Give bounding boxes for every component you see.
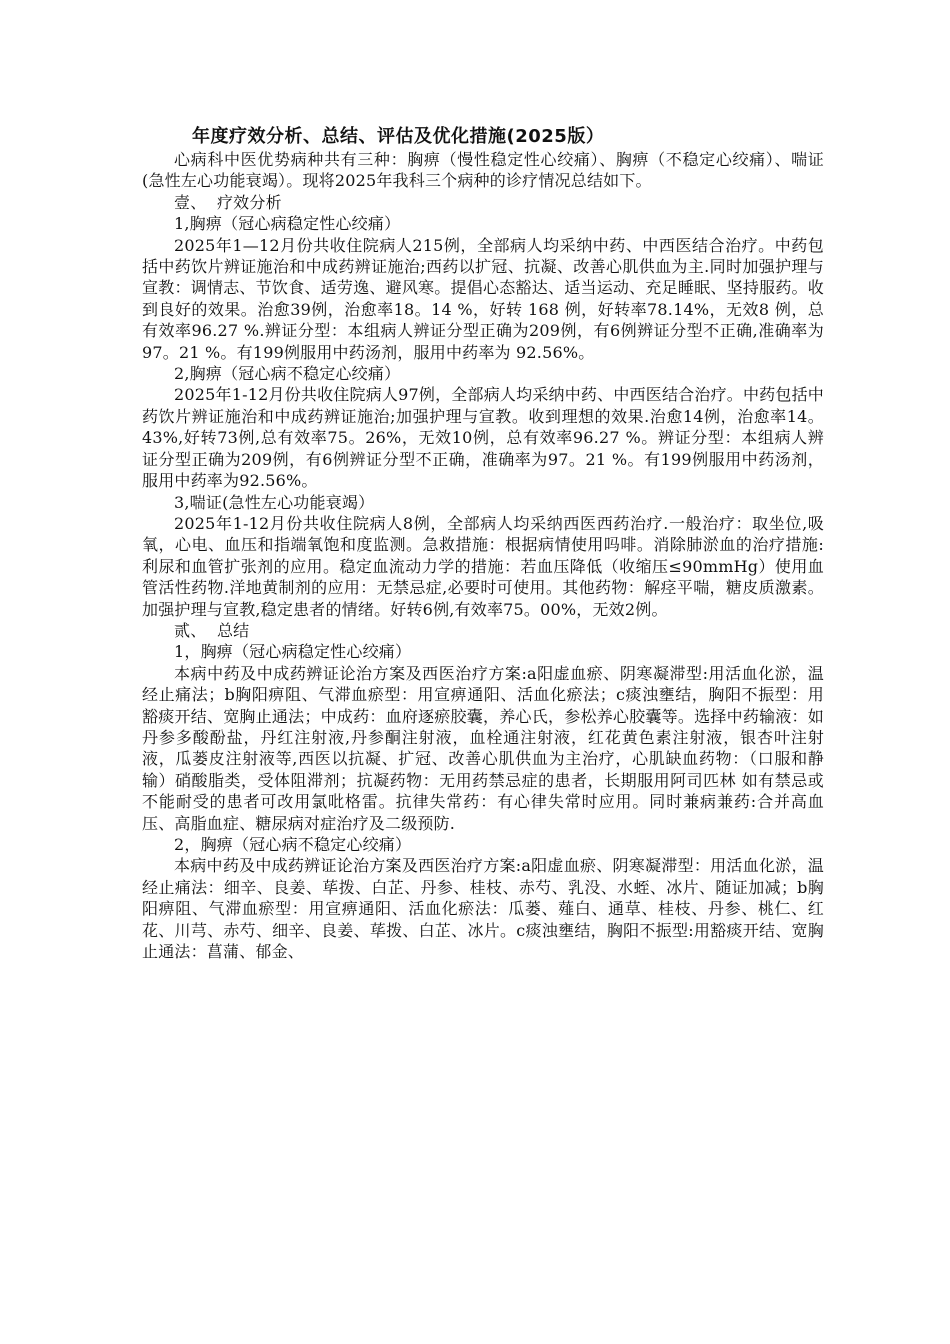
section1-heading: 壹、 疗效分析 [174,192,282,212]
section2-heading: 贰、 总结 [174,620,250,640]
section1-item1-heading: 1,胸痹（冠心病稳定性心绞痛） [174,214,401,234]
section1-item2-heading: 2,胸痹（冠心病不稳定心绞痛） [174,364,401,384]
document-title: 年度疗效分析、总结、评估及优化措施(2025版） [192,126,605,147]
section2-item2-paragraph: 本病中药及中成药辨证论治方案及西医治疗方案:a阳虚血瘀、阴寒凝滞型：用活血化淤，温经止痛法：细辛、良姜、荜拨、白芷、丹参、桂枝、赤芍、乳没、水蛭、冰片、随证加减；b胸阳痹阻、气滞血瘀型：用宣痹通阳、活血化瘀法：瓜蒌、薤白、通草、桂枝、丹参、桃仁、红花、川芎、赤芍、细辛、良姜、荜拨、白芷、冰片。c痰浊壅结，胸阳不振型:用豁痰开结、宽胸止通法：菖蒲、郁金、 [142,856,824,962]
section2-item1-paragraph: 本病中药及中成药辨证论治方案及西医治疗方案:a阳虚血瘀、阴寒凝滞型:用活血化淤，温经止痛法；b胸阳痹阻、气滞血瘀型：用宣痹通阳、活血化瘀法；c痰浊壅结，胸阳不振型：用豁痰开结、宽胸止通法；中成药：血府逐瘀胶囊，养心氏，参松养心胶囊等。选择中药输液：如丹参多酸酚盐，丹红注射液,丹参酮注射液，血栓通注射液，红花黄色素注射液，银杏叶注射液，瓜蒌皮注射液等,西医以抗凝、扩冠、改善心肌供血为主治疗，心肌缺血药物：（口服和静输）硝酸脂类，受体阻滞剂；抗凝药物：无用药禁忌症的患者，长期服用阿司匹林 如有禁忌或不能耐受的患者可改用氯吡格雷。抗律失常药：有心律失常时应用。同时兼病兼药:合并高血压、高脂血症、糖尿病对症治疗及二级预防. [142,663,824,833]
section1-item3-paragraph: 2025年1-12月份共收住院病人8例，全部病人均采纳西医西药治疗.一般治疗：取坐位,吸氧，心电、血压和指端氧饱和度监测。急救措施：根据病情使用吗啡。消除肺淤血的治疗措施:利尿和血管扩张剂的应用。稳定血流动力学的措施：若血压降低（收缩压≤90mmHg）使用血管活性药物.洋地黄制剂的应用：无禁忌症,必要时可使用。其他药物：解痉平喘，糖皮质激素。加强护理与宣教,稳定患者的情绪。好转6例,有效率75。00%，无效2例。 [142,513,824,619]
section1-item3-heading: 3,喘证(急性左心功能衰竭） [174,492,375,512]
section1-item1-paragraph: 2025年1—12月份共收住院病人215例，全部病人均采纳中药、中西医结合治疗。中药包括中药饮片辨证施治和中成药辨证施治;西药以扩冠、抗凝、改善心肌供血为主.同时加强护理与宣教：调情志、节饮食、适劳逸、避风寒。提倡心态豁达、适当运动、充足睡眠、坚持服药。收到良好的效果。治愈39例，治愈率18。14 %，好转 168 例，好转率78.14%，无效8 例，总有效率96.27 %.辨证分型：本组病人辨证分型正确为209例，有6例辨证分型不正确,准确率为97。21 %。有199例服用中药汤剂，服用中药率为 92.56%。 [142,235,824,362]
section1-item2-paragraph: 2025年1-12月份共收住院病人97例，全部病人均采纳中药、中西医结合治疗。中药包括中药饮片辨证施治和中成药辨证施治;加强护理与宣教。收到理想的效果.治愈14例，治愈率14。43%,好转73例,总有效率75。26%，无效10例，总有效率96.27 %。辨证分型：本组病人辨证分型正确为209例，有6例辨证分型不正确，准确率为97。21 %。有199例服用中药汤剂，服用中药率为92.56%。 [142,385,824,491]
document-page [142,125,824,962]
section2-item2-heading: 2，胸痹（冠心病不稳定心绞痛） [174,835,412,854]
section2-item1-heading: 1，胸痹（冠心病稳定性心绞痛） [174,642,412,662]
intro-paragraph: 心病科中医优势病种共有三种：胸痹（慢性稳定性心绞痛）、胸痹（不稳定心绞痛）、喘证(急性左心功能衰竭）。现将2025年我科三个病种的诊疗情况总结如下。 [142,150,824,191]
